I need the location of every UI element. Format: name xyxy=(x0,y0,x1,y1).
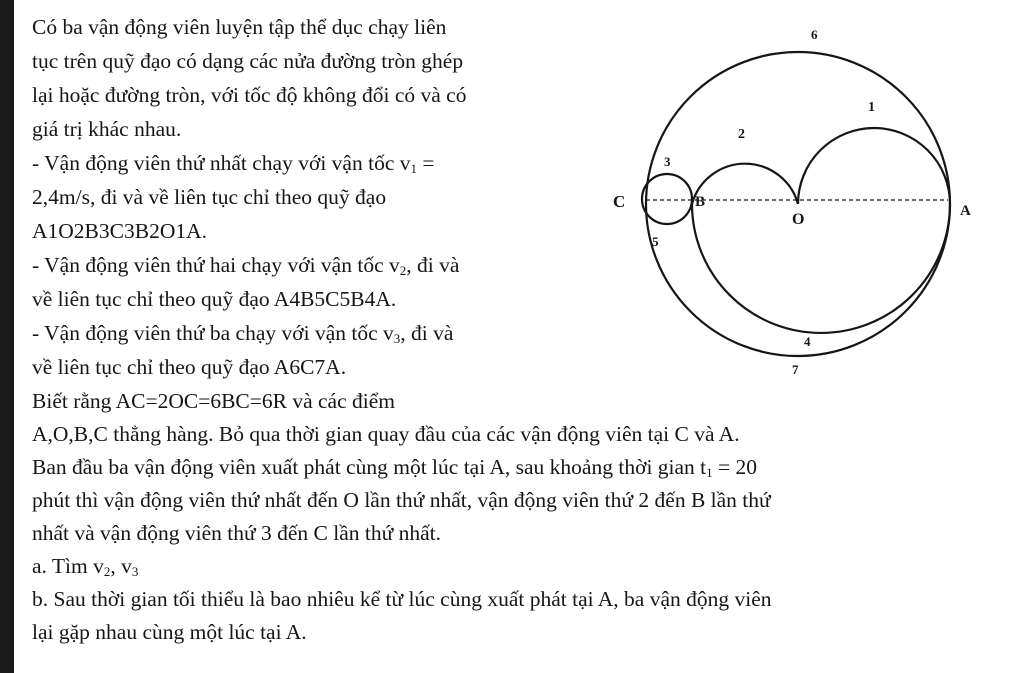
path-label-7: 7 xyxy=(792,362,799,377)
point-label-c: C xyxy=(613,192,626,211)
point-label-b: B xyxy=(695,194,706,210)
question-b-line-2: lại gặp nhau cùng một lúc tại A. xyxy=(32,620,307,644)
runner2-line-1: - Vận động viên thứ hai chạy với vận tốc $v_2$, đi và xyxy=(32,253,460,278)
path-label-4: 4 xyxy=(804,334,811,349)
intro-line-3: lại hoặc đường tròn, với tốc độ không đổi có và có xyxy=(32,83,467,107)
runner1-line-1: - Vận động viên thứ nhất chạy với vận tốc $v_1$ = xyxy=(32,151,435,176)
left-edge-bar xyxy=(0,0,14,673)
question-b-line-1: b. Sau thời gian tối thiểu là bao nhiêu kể từ lúc cùng xuất phát tại A, ba vận động viên xyxy=(32,587,772,611)
start-line-1: Ban đầu ba vận động viên xuất phát cùng một lúc tại A, sau khoảng thời gian $t_1 = 20$ xyxy=(32,455,758,480)
path-label-5: 5 xyxy=(652,234,659,249)
runner2-line-2: về liên tục chỉ theo quỹ đạo A4B5C5B4A. xyxy=(32,287,397,311)
runner1-line-3: A1O2B3C3B2O1A. xyxy=(32,219,208,243)
given-line-2: A,O,B,C thẳng hàng. Bỏ qua thời gian quay đầu của các vận động viên tại C và A. xyxy=(32,422,740,446)
path-label-3: 3 xyxy=(664,154,671,169)
semicircle-path-1 xyxy=(798,128,950,204)
path-label-1: 1 xyxy=(868,100,875,115)
path-label-6: 6 xyxy=(811,27,818,42)
semicircle-path-2 xyxy=(692,164,798,204)
point-label-o: O xyxy=(792,211,805,228)
trajectory-diagram xyxy=(596,10,1016,380)
runner3-line-2: về liên tục chỉ theo quỹ đạo A6C7A. xyxy=(32,355,347,379)
question-a: a. Tìm $v_2$, $v_3$ xyxy=(32,554,139,579)
small-circle-path-3 xyxy=(642,174,692,224)
start-line-3: nhất và vận động viên thứ 3 đến C lần thứ nhất. xyxy=(32,521,442,545)
start-line-2: phút thì vận động viên thứ nhất đến O lần thứ nhất, vận động viên thứ 2 đến B lần thứ xyxy=(32,488,771,512)
semicircle-path-4-5 xyxy=(692,204,950,333)
runner3-line-1: - Vận động viên thứ ba chạy với vận tốc $v_3$, đi và xyxy=(32,321,454,346)
runner1-line-2: 2,4m/s, đi và về liên tục chỉ theo quỹ đạo xyxy=(32,185,387,209)
given-line-1: Biết rằng AC=2OC=6BC=6R và các điểm xyxy=(32,389,396,413)
path-label-2: 2 xyxy=(738,127,745,142)
point-label-a: A xyxy=(960,203,971,219)
intro-line-1: Có ba vận động viên luyện tập thể dục chạy liên xyxy=(32,15,447,39)
intro-line-4: giá trị khác nhau. xyxy=(32,117,182,141)
intro-line-2: tục trên quỹ đạo có dạng các nửa đường tròn ghép xyxy=(32,49,464,73)
